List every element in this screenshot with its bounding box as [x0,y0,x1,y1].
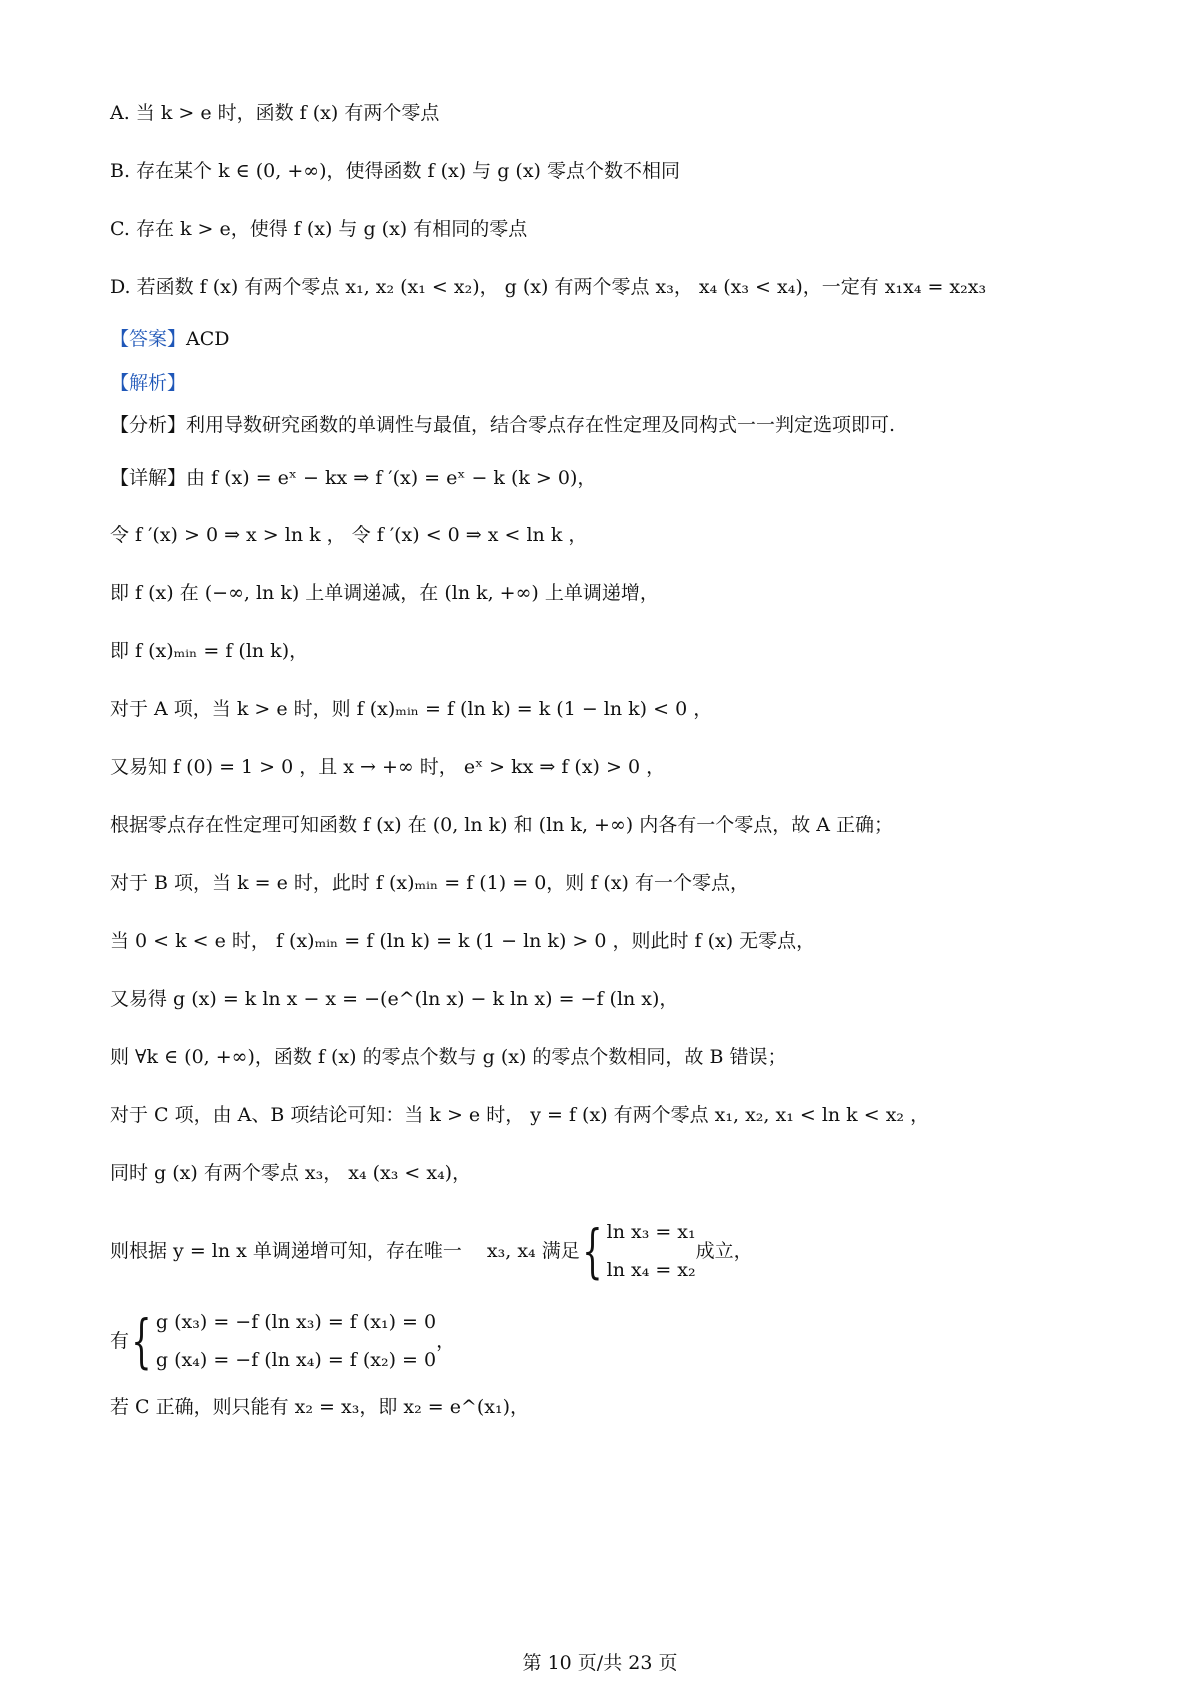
solution-line-4: 对于 A 项，当 k > e 时，则 f (x)ₘᵢₙ = f (ln k) = k (1 − ln k) < 0 ， [110,698,713,720]
xiangjie-tag: 【详解】 [110,467,187,489]
option-c: C. 存在 k > e，使得 f (x) 与 g (x) 有相同的零点 [110,218,528,240]
solution-line-7: 对于 B 项，当 k = e 时，此时 f (x)ₘᵢₙ = f (1) = 0，则 f (x) 有一个零点， [110,872,749,894]
solution-line-10: 则 ∀k ∈ (0, +∞)，函数 f (x) 的零点个数与 g (x) 的零点个数相同，故 B 错误； [110,1046,787,1068]
equation-system-2 [110,1302,1110,1379]
left-brace-icon: { [131,1307,152,1375]
system1-tail: 成立， [695,1240,753,1262]
answer-value: ACD [186,328,230,350]
solution-last-line: 若 C 正确，则只能有 x₂ = x₃，即 x₂ = e^(x₁)， [110,1396,530,1418]
system2-row1: g (x₃) = −f (ln x₃) = f (x₁) = 0 [155,1311,437,1333]
analysis-heading [110,368,1110,398]
system2-tail: ， [436,1330,456,1352]
option-b: B. 存在某个 k ∈ (0, +∞)，使得函数 f (x) 与 g (x) 零点个数不相同 [110,160,680,182]
solution-line-1: 令 f ′(x) > 0 ⇒ x > ln k ， 令 f ′(x) < 0 ⇒ x < ln k ， [110,524,588,546]
fenxi-line [110,410,1110,440]
system1-rows [607,1213,696,1289]
left-brace-icon: { [582,1217,603,1285]
analysis-tag: 【解析】 [110,372,187,394]
system1-lead: 则根据 y = ln x 单调递增可知，存在唯一 x₃, x₄ 满足 [110,1240,580,1262]
page-footer: 第 10 页/共 23 页 [522,1652,678,1674]
fenxi-tag: 【分析】 [110,414,187,436]
option-d: D. 若函数 f (x) 有两个零点 x₁, x₂ (x₁ < x₂)， g (x) 有两个零点 x₃， x₄ (x₃ < x₄)，一定有 x₁x₄ = x₂x₃ [110,276,987,298]
equation-system-1 [110,1212,1110,1289]
solution-line-12: 同时 g (x) 有两个零点 x₃， x₄ (x₃ < x₄)， [110,1162,472,1184]
answer-tag: 【答案】 [110,328,187,350]
system2-row2: g (x₄) = −f (ln x₄) = f (x₂) = 0 [155,1349,437,1371]
solution-line-2: 即 f (x) 在 (−∞, ln k) 上单调递减，在 (ln k, +∞) 上单调递增， [110,582,659,604]
solution-line-8: 当 0 < k < e 时， f (x)ₘᵢₙ = f (ln k) = k (1 − ln k) > 0 ，则此时 f (x) 无零点， [110,930,816,952]
option-a: A. 当 k > e 时，函数 f (x) 有两个零点 [110,102,440,124]
solution-line-9: 又易得 g (x) = k ln x − x = −(e^(ln x) − k ln x) = −f (ln x)， [110,988,679,1010]
solution-line-3: 即 f (x)ₘᵢₙ = f (ln k)， [110,640,309,662]
system2-lead: 有 [110,1330,130,1352]
fenxi-text: 利用导数研究函数的单调性与最值，结合零点存在性定理及同构式一一判定选项即可. [186,414,896,436]
solution-line-5: 又易知 f (0) = 1 > 0 ，且 x → +∞ 时， eˣ > kx ⇒ f (x) > 0 ， [110,756,666,778]
system1-row2: ln x₄ = x₂ [606,1259,696,1281]
xiangjie-text: 由 f (x) = eˣ − kx ⇒ f ′(x) = eˣ − k (k > 0)， [186,467,597,489]
system1-row1: ln x₃ = x₁ [606,1221,696,1243]
solution-line-6: 根据零点存在性定理可知函数 f (x) 在 (0, ln k) 和 (ln k, +∞) 内各有一个零点，故 A 正确； [110,814,894,836]
answer-line [110,324,1110,354]
solution-line-11: 对于 C 项，由 A、B 项结论可知：当 k > e 时， y = f (x) 有两个零点 x₁, x₂, x₁ < ln k < x₂ ， [110,1104,930,1126]
xiangjie-line [110,463,1110,493]
system2-rows [156,1303,436,1379]
